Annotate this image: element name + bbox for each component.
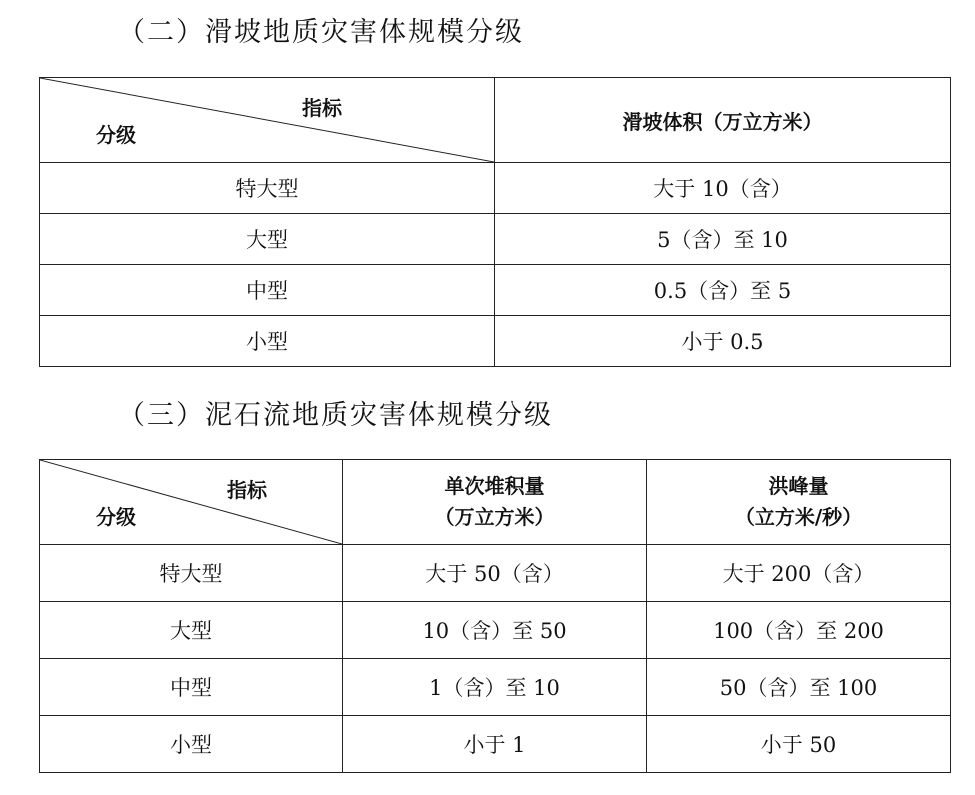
section3-title: （三）泥石流地质灾害体规模分级 [118, 400, 553, 431]
deposit-header-line1: 单次堆积量 [444, 474, 545, 498]
landslide-scale-table [39, 77, 951, 367]
volume-header: 滑坡体积（万立方米） [495, 78, 951, 163]
deposit-cell: 大于 50（含） [343, 545, 647, 602]
flood-header-line2: （立方米/秒） [734, 505, 863, 529]
flood-cell: 小于 50 [647, 716, 951, 773]
table-row [40, 163, 951, 214]
flood-cell: 100（含）至 200 [647, 602, 951, 659]
table-header-row [40, 460, 951, 545]
indicator-label: 指标 [302, 96, 342, 120]
table-row [40, 602, 951, 659]
table-row [40, 214, 951, 265]
grade-cell: 小型 [40, 316, 495, 367]
flood-cell: 50（含）至 100 [647, 659, 951, 716]
deposit-cell: 小于 1 [343, 716, 647, 773]
grade-cell: 中型 [40, 659, 343, 716]
deposit-cell: 1（含）至 10 [343, 659, 647, 716]
flood-header [647, 460, 951, 545]
volume-cell: 小于 0.5 [495, 316, 951, 367]
deposit-header [343, 460, 647, 545]
grade-cell: 特大型 [40, 545, 343, 602]
table-header-row [40, 78, 951, 163]
grade-cell: 中型 [40, 265, 495, 316]
volume-cell: 大于 10（含） [495, 163, 951, 214]
grade-cell: 大型 [40, 602, 343, 659]
flood-cell: 大于 200（含） [647, 545, 951, 602]
section2-title: （二）滑坡地质灾害体规模分级 [118, 17, 524, 48]
grade-label: 分级 [96, 123, 136, 147]
grade-cell: 特大型 [40, 163, 495, 214]
diagonal-line [40, 460, 342, 544]
volume-cell: 5（含）至 10 [495, 214, 951, 265]
diagonal-header-cell [40, 460, 343, 545]
table-row [40, 265, 951, 316]
table-row [40, 316, 951, 367]
debris-flow-scale-table [39, 459, 951, 773]
table-row [40, 716, 951, 773]
deposit-cell: 10（含）至 50 [343, 602, 647, 659]
grade-cell: 大型 [40, 214, 495, 265]
indicator-label: 指标 [227, 478, 267, 502]
grade-label: 分级 [96, 505, 136, 529]
table-row [40, 659, 951, 716]
flood-header-line1: 洪峰量 [768, 474, 829, 498]
grade-cell: 小型 [40, 716, 343, 773]
diagonal-header-cell [40, 78, 495, 163]
volume-cell: 0.5（含）至 5 [495, 265, 951, 316]
table-row [40, 545, 951, 602]
deposit-header-line2: （万立方米） [434, 505, 555, 529]
